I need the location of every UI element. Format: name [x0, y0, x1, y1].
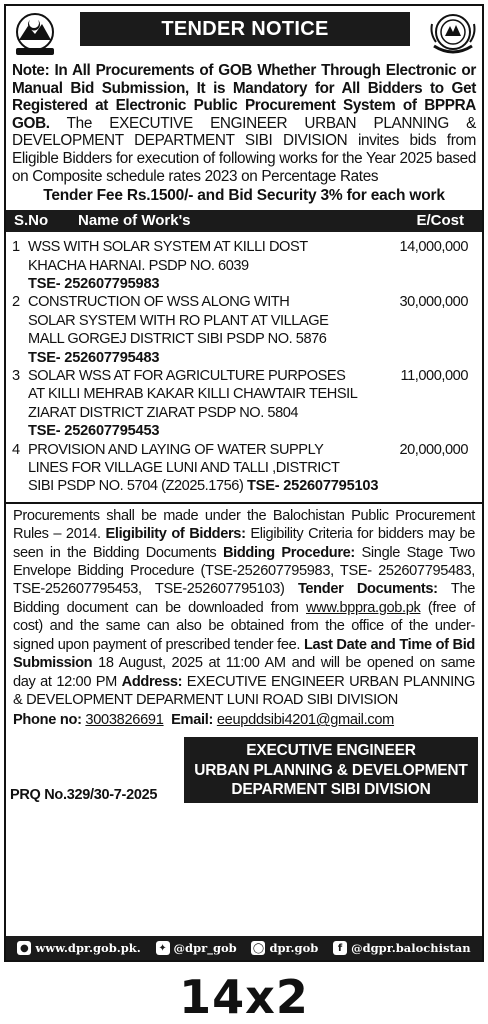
documents-text: The Bidding document can be downloaded from: [13, 581, 475, 616]
work-line: SOLAR WSS AT FOR AGRICULTURE PURPOSES: [28, 368, 346, 384]
balochistan-seal-icon: [428, 10, 478, 58]
procurement-terms: [6, 504, 482, 709]
email-link[interactable]: eeupddsibi4201@gmail.com: [216, 712, 395, 729]
works-list: [6, 232, 482, 496]
signature-line: URBAN PLANNING & DEVELOPMENT: [194, 761, 468, 779]
email-label: Email:: [171, 712, 214, 729]
instagram-icon: ◯: [252, 942, 265, 954]
work-line: KHACHA HARNAI. PSDP NO. 6039: [28, 257, 249, 274]
signature-line: DEPARMENT SIBI DIVISION: [231, 781, 431, 799]
work-line: CONSTRUCTION OF WSS ALONG WITH: [28, 294, 290, 311]
social-facebook-text: @dgpr.balochistan: [351, 941, 471, 955]
work-line: PROVISION AND LAYING OF WATER SUPPLY: [28, 441, 324, 458]
procedure-text: Single Stage Two Envelope Bidding Procedure (TSE-252607795983, TSE- 252607795483, TSE-252607795453, TSE-252607795103): [13, 544, 475, 598]
social-bar: [6, 936, 482, 960]
address-text: EXECUTIVE ENGINEER URBAN PLANNING & DEVELOPMENT DEPARMENT LUNI ROAD SIBI DIVISION: [13, 673, 475, 708]
work-description: [28, 367, 408, 422]
col-estimated-cost: E/Cost: [416, 212, 464, 230]
work-tse-id: TSE- 252607795453: [28, 423, 160, 440]
work-line: LINES FOR VILLAGE LUNI AND TALLI ,DISTRICT: [28, 460, 340, 477]
social-twitter-text: @dpr_gob: [173, 941, 237, 955]
deadline-text: 18 August, 2025 at 11:00 AM and will be opened on same day at 12:00 PM: [13, 655, 475, 690]
work-item: [12, 293, 476, 348]
social-facebook[interactable]: [333, 941, 471, 955]
col-name-of-works: Name of Work's: [78, 212, 191, 230]
work-number: 3: [12, 368, 20, 384]
deadline-label: Last Date and Time of Bid Submission: [13, 636, 475, 672]
tender-notice-ad: [4, 4, 484, 962]
work-item: [12, 238, 476, 275]
work-cost: 11,000,000: [400, 368, 468, 384]
work-number: 1: [12, 239, 20, 256]
work-line: WSS WITH SOLAR SYSTEM AT KILLI DOST: [28, 239, 308, 256]
social-web-text: www.dpr.gob.pk.: [35, 941, 141, 955]
work-line: MALL GORGEJ DISTRICT SIBI PSDP NO. 5876: [28, 331, 327, 348]
work-cost: 14,000,000: [399, 239, 468, 256]
twitter-icon: ✦: [156, 941, 170, 955]
documents-text: (free of cost) and the same can also be obtained from the office of the under-signed upon payment of prescribed tender fee.: [13, 599, 475, 653]
government-emblem-icon: [10, 10, 60, 58]
documents-label: Tender Documents:: [297, 581, 438, 598]
work-number: 2: [12, 294, 20, 311]
eligibility-label: Eligibility of Bidders:: [105, 526, 246, 543]
rules-text: Procurements shall be made under the Balochistan Public Procurement Rules – 2014.: [13, 507, 475, 543]
work-line: ZIARAT DISTRICT ZIARAT PSDP NO. 5804: [28, 404, 299, 421]
work-tse-id: TSE- 252607795483: [28, 349, 160, 366]
work-cost: 30,000,000: [399, 294, 468, 311]
header: [6, 6, 482, 62]
social-instagram-text: dpr.gob: [269, 941, 319, 955]
signature-block: [184, 737, 478, 803]
work-line-text: SIBI PSDP NO. 5704 (Z2025.1756): [28, 478, 244, 495]
page-title: TENDER NOTICE: [80, 12, 410, 46]
work-tse-id: TSE- 252607795103: [246, 478, 379, 495]
facebook-icon: f: [333, 941, 347, 955]
ad-size-code: 14x2: [179, 970, 309, 1024]
procedure-label: Bidding Procedure:: [222, 544, 355, 561]
bppra-website-link[interactable]: www.bppra.gob.pk: [305, 599, 421, 616]
phone-number[interactable]: 3003826691: [85, 712, 164, 729]
work-description: [28, 293, 388, 348]
work-line: SOLAR SYSTEM WITH RO PLANT AT VILLAGE: [28, 312, 329, 329]
intro-paragraph: [6, 62, 482, 185]
mandatory-note: Note: In All Procurements of GOB Whether Through Electronic or Manual Bid Submission, It is Mandatory for All Bidders to Get Registered at Electronic Public Procurement System of BPPRA GOB.: [12, 62, 476, 132]
work-tse-id: TSE- 252607795983: [28, 275, 160, 292]
globe-icon: ●: [17, 941, 31, 955]
work-cost: 20,000,000: [399, 441, 468, 458]
phone-label: Phone no:: [13, 712, 82, 729]
work-item: [12, 441, 476, 496]
work-line: [28, 477, 448, 495]
works-table-header: [6, 210, 482, 232]
social-twitter[interactable]: [156, 941, 237, 955]
work-description: [28, 441, 448, 496]
social-instagram[interactable]: [251, 941, 318, 955]
tender-fee-line: Tender Fee Rs.1500/- and Bid Security 3% for each work: [43, 187, 445, 205]
col-sno: S.No: [14, 212, 49, 230]
contact-line: [6, 709, 482, 729]
signature-line: EXECUTIVE ENGINEER: [246, 742, 416, 760]
social-web[interactable]: [17, 941, 140, 955]
work-line: AT KILLI MEHRAB KAKAR KILLI CHAWTAIR TEHSIL: [28, 386, 358, 403]
work-description: [28, 238, 388, 275]
eligibility-text: Eligibility Criteria for bidders may be seen in the Bidding Documents: [13, 526, 475, 561]
prq-number: PRQ No.329/30-7-2025: [10, 787, 158, 804]
work-item: [12, 367, 476, 422]
invitation-text: The EXECUTIVE ENGINEER URBAN PLANNING & DEVELOPMENT DEPARTMENT SIBI DIVISION invites bids from Eligible Bidders for execution of following works for the Year 2025 based on Composite schedule rates 2023 on Percentage Rates: [12, 114, 476, 185]
work-number: 4: [12, 441, 20, 458]
address-label: Address:: [121, 673, 183, 690]
signature-area: [6, 737, 482, 803]
